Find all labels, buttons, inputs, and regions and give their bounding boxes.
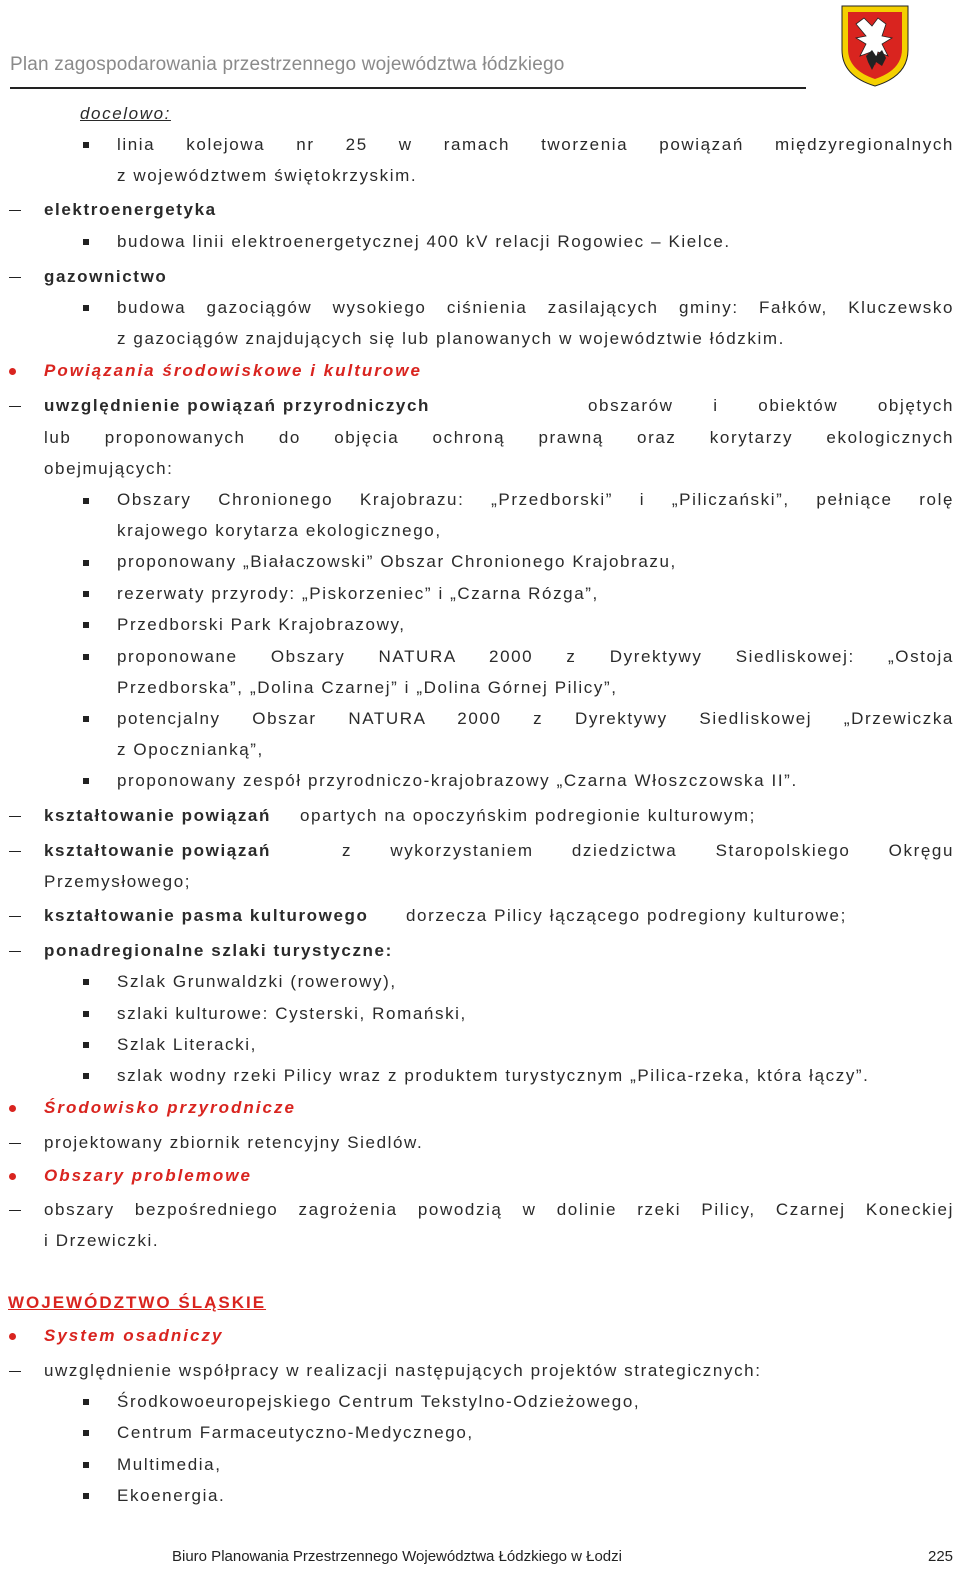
text-line: z Opocznianką”, [117,740,264,759]
list-item: ponadregionalne szlaki turystyczne: [44,941,393,960]
text-line: z wykorzystaniem dziedzictwa Staropolskiego Okręgu [342,841,954,860]
dash-bullet-icon [9,1143,21,1144]
square-bullet-icon [83,979,89,985]
dash-bullet-icon [9,277,21,278]
square-bullet-icon [83,1011,89,1017]
square-bullet-icon [83,654,89,660]
square-bullet-icon [83,1462,89,1468]
dash-bullet-icon [9,1210,21,1211]
dash-bullet-icon [9,406,21,407]
square-bullet-icon [83,622,89,628]
text-line: kształtowanie powiązań [44,806,271,825]
page-number: 225 [928,1548,954,1565]
list-item: budowa linii elektroenergetycznej 400 kV relacji Rogowiec – Kielce. [117,232,731,251]
dash-bullet-icon [9,1371,21,1372]
dash-bullet-icon [9,816,21,817]
red-dot-bullet-icon [9,1105,16,1112]
list-item: projektowany zbiornik retencyjny Siedlów. [44,1133,424,1152]
dash-bullet-icon [9,916,21,917]
text-line: opartych na opoczyńskim podregionie kulturowym; [300,806,756,825]
square-bullet-icon [83,305,89,311]
list-item: elektroenergetyka [44,200,217,219]
square-bullet-icon [83,1399,89,1405]
red-dot-bullet-icon [9,1173,16,1180]
list-item: linia kolejowa nr 25 w ramach tworzenia powiązań międzyregionalnych [117,135,954,154]
list-item: obszary bezpośredniego zagrożenia powodzią w dolinie rzeki Pilicy, Czarnej Koneckiej [44,1200,954,1219]
header-title: Plan zagospodarowania przestrzennego województwa łódzkiego [10,54,565,75]
list-item: proponowany zespół przyrodniczo-krajobrazowy „Czarna Włoszczowska II”. [117,771,798,790]
list-item: gazownictwo [44,267,168,286]
text-line: z województwem świętokrzyskim. [117,166,418,185]
dash-bullet-icon [9,210,21,211]
list-item: proponowany „Białaczowski” Obszar Chronionego Krajobrazu, [117,552,677,571]
voivodeship-coat-of-arms-icon [838,4,912,88]
dash-bullet-icon [9,951,21,952]
text-line: obejmujących: [44,459,174,478]
text-line: z gazociągów znajdujących się lub planowanych w województwie łódzkim. [117,329,785,348]
list-item: rezerwaty przyrody: „Piskorzeniec” i „Czarna Rózga”, [117,584,599,603]
text-line: krajowego korytarza ekologicznego, [117,521,442,540]
text-line: obszarów i obiektów objętych [588,396,954,415]
text-line: kształtowanie powiązań [44,841,271,860]
section-heading: Środowisko przyrodnicze [44,1098,296,1117]
footer-text: Biuro Planowania Przestrzennego Województwa Łódzkiego w Łodzi [172,1548,622,1565]
list-item: Obszary Chronionego Krajobrazu: „Przedborski” i „Piliczański”, pełniące rolę [117,490,954,509]
square-bullet-icon [83,1430,89,1436]
list-item: Ekoenergia. [117,1486,226,1505]
list-item: Multimedia, [117,1455,222,1474]
square-bullet-icon [83,239,89,245]
list-item: budowa gazociągów wysokiego ciśnienia zasilających gminy: Fałków, Kluczewsko [117,298,954,317]
square-bullet-icon [83,716,89,722]
header-divider [10,87,806,89]
section-heading: Obszary problemowe [44,1166,252,1185]
square-bullet-icon [83,1073,89,1079]
red-dot-bullet-icon [9,1333,16,1340]
list-item: uwzględnienie współpracy w realizacji następujących projektów strategicznych: [44,1361,762,1380]
text-line: dorzecza Pilicy łączącego podregiony kulturowe; [406,906,847,925]
list-item: Przedborski Park Krajobrazowy, [117,615,406,634]
text-line: kształtowanie pasma kulturowego [44,906,369,925]
square-bullet-icon [83,560,89,566]
section-heading: Powiązania środowiskowe i kulturowe [44,361,422,380]
square-bullet-icon [83,142,89,148]
red-dot-bullet-icon [9,368,16,375]
square-bullet-icon [83,591,89,597]
text-line: Przemysłowego; [44,872,192,891]
square-bullet-icon [83,1493,89,1499]
dash-bullet-icon [9,851,21,852]
text-line: Przedborska”, „Dolina Czarnej” i „Dolina Górnej Pilicy”, [117,678,618,697]
text-line: lub proponowanych do objęcia ochroną prawną oraz korytarzy ekologicznych [44,428,954,447]
list-item: proponowane Obszary NATURA 2000 z Dyrektywy Siedliskowej: „Ostoja [117,647,954,666]
square-bullet-icon [83,498,89,504]
list-item: szlaki kulturowe: Cysterski, Romański, [117,1004,467,1023]
text-line: uwzględnienie powiązań przyrodniczych [44,396,431,415]
voivodeship-heading: WOJEWÓDZTWO ŚLĄSKIE [8,1293,267,1312]
list-item: szlak wodny rzeki Pilicy wraz z produktem turystycznym „Pilica-rzeka, która łączy”. [117,1066,870,1085]
list-item: Centrum Farmaceutyczno-Medycznego, [117,1423,474,1442]
list-item: potencjalny Obszar NATURA 2000 z Dyrektywy Siedliskowej „Drzewiczka [117,709,954,728]
text-line: docelowo: [80,104,171,123]
square-bullet-icon [83,778,89,784]
text-line: i Drzewiczki. [44,1231,160,1250]
list-item: Środkowoeuropejskiego Centrum Tekstylno-Odzieżowego, [117,1392,641,1411]
section-heading: System osadniczy [44,1326,224,1345]
square-bullet-icon [83,1042,89,1048]
list-item: Szlak Literacki, [117,1035,257,1054]
list-item: Szlak Grunwaldzki (rowerowy), [117,972,397,991]
